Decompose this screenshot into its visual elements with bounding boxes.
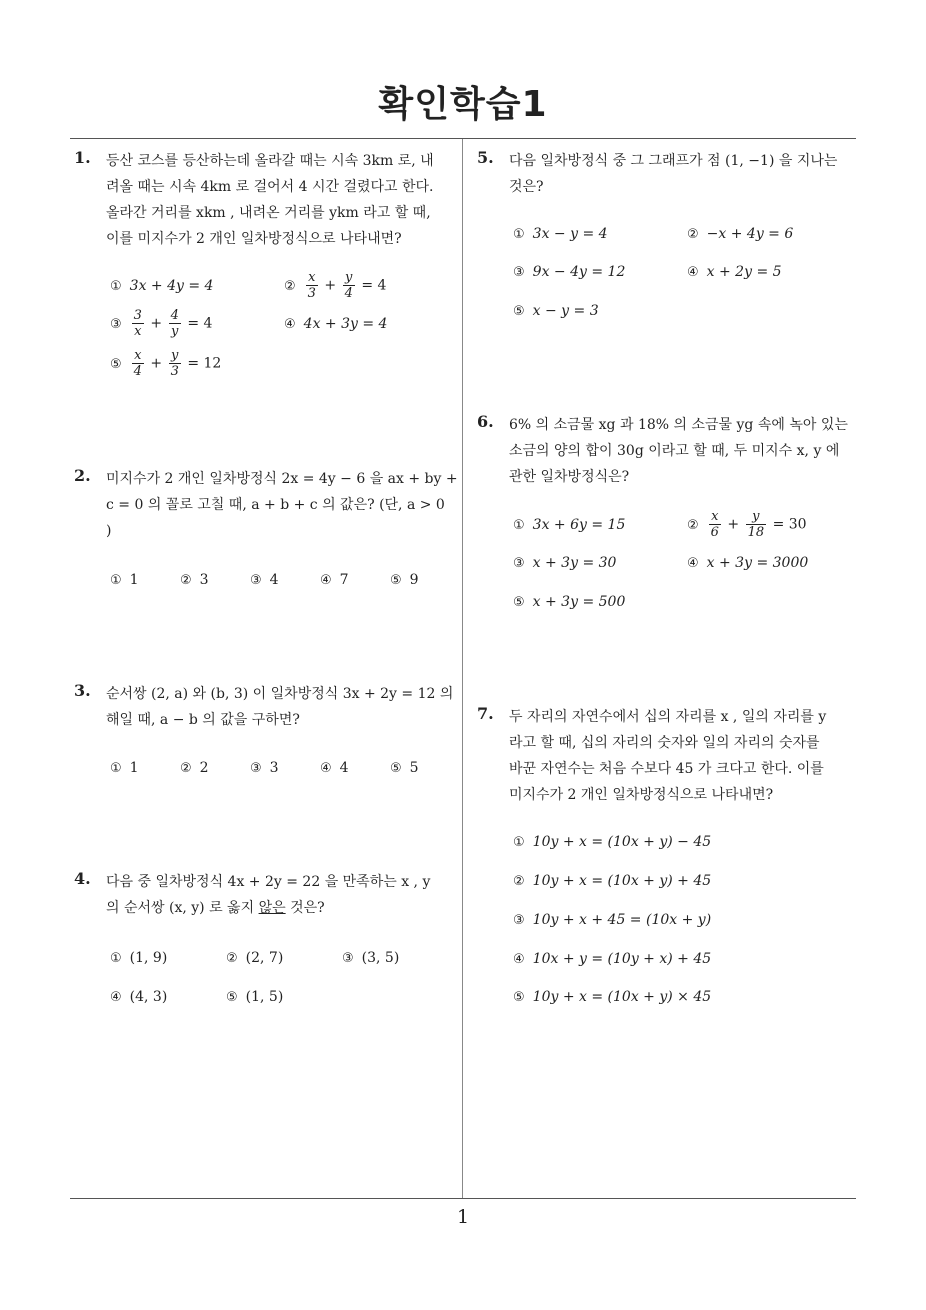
question-text: 미지수가 2 개인 일차방정식 2x = 4y − 6 을 ax + by + c = 0 의 꼴로 고칠 때, a + b + c 의 값은? (단, a > 0 ) [106, 471, 458, 539]
option-3[interactable]: ③ 10y + x + 45 = (10x + y) [513, 912, 712, 928]
option-5[interactable]: ⑤ 9 [390, 572, 419, 588]
option-3[interactable]: ③ $\frac{3}{x}$ + $\frac{4}{y}$ = 4 [110, 308, 213, 339]
question-text: 순서쌍 (2, a) 와 (b, 3) 이 일차방정식 3x + 2y = 12 의 해일 때, a − b 의 값을 구하면? [106, 686, 454, 728]
question-number: 2. [74, 466, 91, 485]
question-6 [477, 412, 863, 622]
option-1[interactable]: ① 3x + 4y = 4 [110, 278, 214, 294]
option-4[interactable]: ④ 10x + y = (10y + x) + 45 [513, 951, 712, 967]
option-2[interactable]: ② (2, 7) [226, 950, 284, 966]
option-2[interactable]: ② $\frac{x}{3}$ + $\frac{y}{4}$ = 4 [284, 270, 387, 301]
option-2[interactable]: ② 2 [180, 760, 209, 776]
top-rule [70, 138, 856, 139]
option-5[interactable]: ⑤ x − y = 3 [513, 303, 599, 319]
option-5[interactable]: ⑤ x + 3y = 500 [513, 594, 626, 610]
option-5[interactable]: ⑤ 10y + x = (10x + y) × 45 [513, 989, 712, 1005]
option-4[interactable]: ④ 7 [320, 572, 349, 588]
option-4[interactable]: ④ 4x + 3y = 4 [284, 316, 388, 332]
option-3[interactable]: ③ 3 [250, 760, 279, 776]
option-1[interactable]: ① (1, 9) [110, 950, 168, 966]
option-3[interactable]: ③ x + 3y = 30 [513, 555, 617, 571]
option-4[interactable]: ④ (4, 3) [110, 989, 168, 1005]
option-2[interactable]: ② −x + 4y = 6 [687, 226, 794, 242]
option-3[interactable]: ③ 9x − 4y = 12 [513, 264, 626, 280]
question-text: 다음 일차방정식 중 그 그래프가 점 (1, −1) 을 지나는 것은? [509, 153, 838, 195]
question-2 [74, 466, 460, 606]
question-number: 3. [74, 681, 91, 700]
option-5[interactable]: ⑤ $\frac{x}{4}$ + $\frac{y}{3}$ = 12 [110, 348, 222, 379]
question-number: 5. [477, 148, 494, 167]
question-number: 4. [74, 869, 91, 888]
option-1[interactable]: ① 3x − y = 4 [513, 226, 608, 242]
question-number: 6. [477, 412, 494, 431]
page-number: 1 [456, 1206, 470, 1228]
question-4 [74, 869, 460, 1019]
question-text: 등산 코스를 등산하는데 올라갈 때는 시속 3km 로, 내 려올 때는 시속 4km 로 걸어서 4 시간 걸렸다고 한다. 올라간 거리를 xkm , 내려온 거리를 ykm 라고 할 때, 이를 미지수가 2 개인 일차방정식으로 나타내면? [106, 153, 434, 247]
option-4[interactable]: ④ x + 2y = 5 [687, 264, 782, 280]
question-5 [477, 148, 863, 328]
question-text: 다음 중 일차방정식 4x + 2y = 22 을 만족하는 x , y 의 순서쌍 (x, y) 로 옳지 않은 것은? [106, 874, 431, 916]
page-title: 확인학습1 [378, 84, 548, 125]
column-divider [462, 139, 463, 1198]
option-1[interactable]: ① 10y + x = (10x + y) − 45 [513, 834, 712, 850]
question-3 [74, 681, 460, 791]
question-number: 7. [477, 704, 494, 723]
option-4[interactable]: ④ 4 [320, 760, 349, 776]
option-1[interactable]: ① 1 [110, 572, 139, 588]
question-7 [477, 704, 863, 1014]
option-3[interactable]: ③ 4 [250, 572, 279, 588]
option-5[interactable]: ⑤ 5 [390, 760, 419, 776]
option-2[interactable]: ② 10y + x = (10x + y) + 45 [513, 873, 712, 889]
option-4[interactable]: ④ x + 3y = 3000 [687, 555, 809, 571]
option-5[interactable]: ⑤ (1, 5) [226, 989, 284, 1005]
option-1[interactable]: ① 3x + 6y = 15 [513, 517, 626, 533]
question-text: 두 자리의 자연수에서 십의 자리를 x , 일의 자리를 y 라고 할 때, 십의 자리의 숫자와 일의 자리의 숫자를 바꾼 자연수는 처음 수보다 45 가 크다고 한다. 이를 미지수가 2 개인 일차방정식으로 나타내면? [509, 709, 827, 803]
question-number: 1. [74, 148, 91, 167]
question-1 [74, 148, 460, 398]
option-2[interactable]: ② 3 [180, 572, 209, 588]
option-2[interactable]: ② $\frac{x}{6}$ + $\frac{y}{18}$ = 30 [687, 509, 807, 540]
bottom-rule [70, 1198, 856, 1199]
question-text: 6% 의 소금물 xg 과 18% 의 소금물 yg 속에 녹아 있는 소금의 양의 합이 30g 이라고 할 때, 두 미지수 x, y 에 관한 일차방정식은? [509, 417, 848, 485]
option-1[interactable]: ① 1 [110, 760, 139, 776]
option-3[interactable]: ③ (3, 5) [342, 950, 400, 966]
